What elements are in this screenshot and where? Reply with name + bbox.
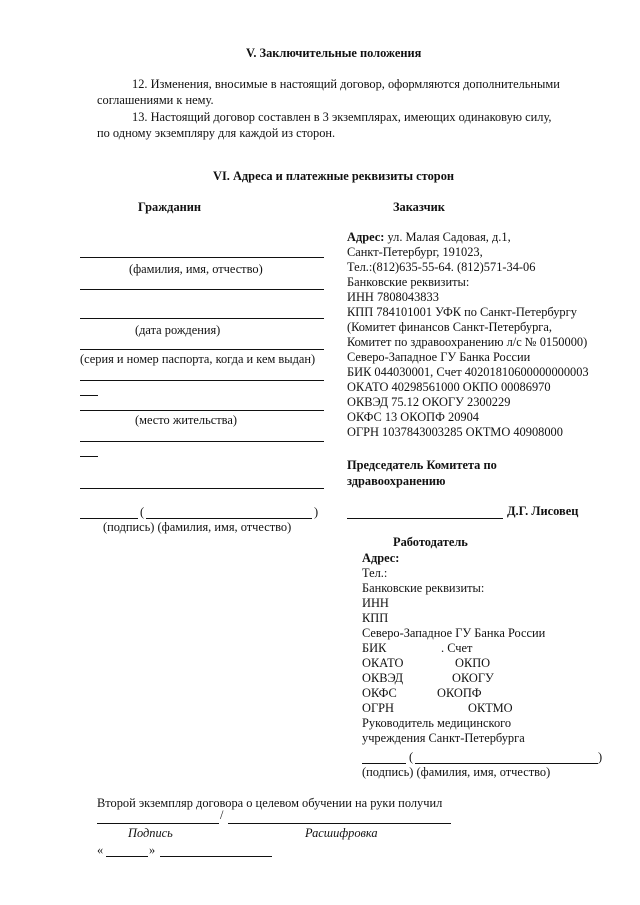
customer-okfs: ОКФС 13 ОКОПФ 20904 <box>347 410 479 424</box>
customer-city: Санкт-Петербург, 191023, <box>347 245 483 259</box>
receipt-slash: / <box>220 808 224 822</box>
blank-short-line-1 <box>80 395 98 396</box>
residence-caption: (место жительства) <box>135 413 237 427</box>
customer-okved: ОКВЭД 75.12 ОКОГУ 2300229 <box>347 395 511 409</box>
section-5-title: V. Заключительные положения <box>246 46 422 60</box>
customer-address-text: ул. Малая Садовая, д.1, <box>384 230 511 244</box>
citizen-heading: Гражданин <box>138 200 202 214</box>
customer-kpp: КПП 784101001 УФК по Санкт-Петербургу <box>347 305 577 319</box>
customer-ogrn: ОГРН 1037843003285 ОКТМО 40908000 <box>347 425 563 439</box>
employer-phone: Тел.: <box>362 566 388 580</box>
customer-chair-line-2: здравоохранению <box>347 474 446 488</box>
customer-address-label: Адрес: <box>347 230 385 244</box>
employer-sign-caption: (подпись) (фамилия, имя, отчество) <box>362 765 551 779</box>
citizen-sign-caption: (подпись) (фамилия, имя, отчество) <box>103 520 292 534</box>
employer-ogrn: ОГРН <box>362 701 394 715</box>
customer-bik: БИК 044030001, Счет 40201810600000000003 <box>347 365 589 379</box>
passport-line <box>80 349 324 350</box>
paragraph-12-line-2: соглашениями к нему. <box>97 93 214 107</box>
citizen-sign-open: ( <box>140 505 145 519</box>
employer-okopf: ОКОПФ <box>437 686 482 700</box>
employer-head-line-1: Руководитель медицинского <box>362 716 512 730</box>
employer-kpp: КПП <box>362 611 389 625</box>
birth-line <box>80 318 324 319</box>
blank-line-1 <box>80 289 324 290</box>
blank-line-3 <box>80 441 324 442</box>
receipt-date-line <box>160 856 272 857</box>
employer-bik: БИК <box>362 641 387 655</box>
customer-inn: ИНН 7808043833 <box>347 290 439 304</box>
customer-phone: Тел.:(812)635-55-64. (812)571-34-06 <box>347 260 536 274</box>
receipt-signature-line <box>97 823 219 824</box>
passport-caption: (серия и номер паспорта, когда и кем выдан) <box>80 352 316 366</box>
customer-bank: Северо-Западное ГУ Банка России <box>347 350 531 364</box>
customer-signature-line <box>347 518 503 519</box>
blank-short-line-2 <box>80 456 98 457</box>
employer-sign-open: ( <box>409 750 414 764</box>
fio-line <box>80 257 324 258</box>
employer-okfs: ОКФС <box>362 686 397 700</box>
customer-bank-label: Банковские реквизиты: <box>347 275 470 289</box>
employer-account: . Счет <box>441 641 473 655</box>
employer-oktmo: ОКТМО <box>468 701 513 715</box>
employer-head-line-2: учреждения Санкт-Петербурга <box>362 731 525 745</box>
blank-line-4 <box>80 488 324 489</box>
employer-address-label: Адрес: <box>362 551 400 565</box>
customer-okato: ОКАТО 40298561000 ОКПО 00086970 <box>347 380 551 394</box>
customer-heading: Заказчик <box>393 200 445 214</box>
customer-chair-line-1: Председатель Комитета по <box>347 458 497 472</box>
employer-bank: Северо-Западное ГУ Банка России <box>362 626 546 640</box>
receipt-signature-label: Подпись <box>128 826 173 840</box>
receipt-decoding-label: Расшифровка <box>305 826 378 840</box>
receipt-quote-close: » <box>149 843 156 857</box>
employer-bank-label: Банковские реквизиты: <box>362 581 485 595</box>
customer-signer: Д.Г. Лисовец <box>507 504 579 518</box>
employer-okved: ОКВЭД <box>362 671 404 685</box>
receipt-decoding-line <box>228 823 451 824</box>
birth-caption: (дата рождения) <box>135 323 221 337</box>
employer-okpo: ОКПО <box>455 656 491 670</box>
employer-name-line <box>415 763 598 764</box>
receipt-quote-open: « <box>97 843 104 857</box>
residence-line <box>80 410 324 411</box>
employer-heading: Работодатель <box>393 535 468 549</box>
citizen-sign-close: ) <box>314 505 319 519</box>
customer-address <box>347 230 511 245</box>
employer-okogu: ОКОГУ <box>452 671 494 685</box>
citizen-signature-line <box>80 518 138 519</box>
paragraph-12-line-1: 12. Изменения, вносимые в настоящий договор, оформляются дополнительными <box>132 77 560 91</box>
employer-signature-line <box>362 763 406 764</box>
fio-caption: (фамилия, имя, отчество) <box>129 262 263 276</box>
paragraph-13-line-1: 13. Настоящий договор составлен в 3 экземплярах, имеющих одинаковую силу, <box>132 110 552 124</box>
customer-finance-committee: (Комитет финансов Санкт-Петербурга, <box>347 320 552 334</box>
section-6-title: VI. Адреса и платежные реквизиты сторон <box>213 169 455 183</box>
receipt-day-line <box>106 856 148 857</box>
receipt-text: Второй экземпляр договора о целевом обучении на руки получил <box>97 796 443 810</box>
customer-account-ls: Комитет по здравоохранению л/с № 0150000) <box>347 335 588 349</box>
citizen-name-line <box>146 518 312 519</box>
employer-okato: ОКАТО <box>362 656 404 670</box>
employer-inn: ИНН <box>362 596 389 610</box>
paragraph-13-line-2: по одному экземпляру для каждой из сторон. <box>97 126 336 140</box>
blank-line-2 <box>80 380 324 381</box>
employer-sign-close: ) <box>598 750 603 764</box>
